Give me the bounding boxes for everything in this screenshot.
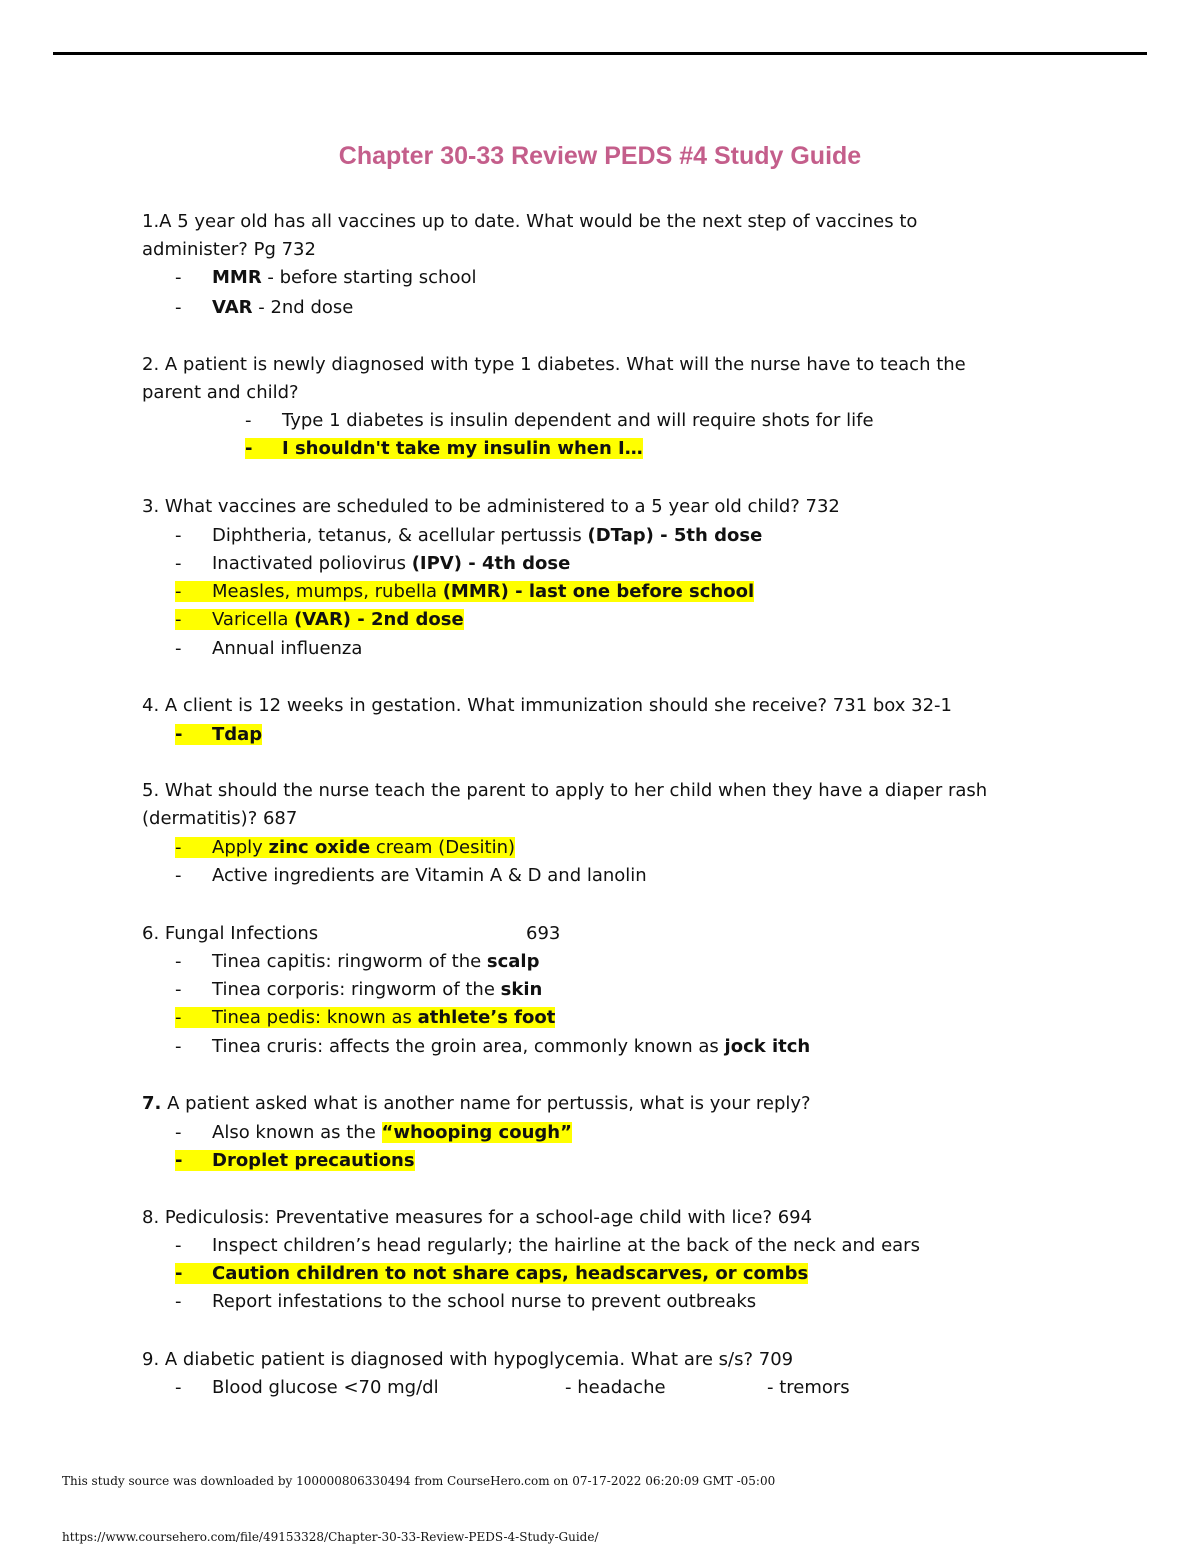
answer-item-highlighted: - Tinea pedis: known as athlete’s foot [175,1007,556,1028]
answer-item: - Annual influenza [175,638,363,659]
question-7: 7. A patient asked what is another name for pertussis, what is your reply? [142,1093,811,1114]
answer-item: - Inactivated poliovirus (IPV) - 4th dose [175,553,571,574]
question-1-line-2: administer? Pg 732 [142,239,316,260]
answer-item: - Diphtheria, tetanus, & acellular pertussis (DTap) - 5th dose [175,525,763,546]
answer-item-highlighted: - Measles, mumps, rubella (MMR) - last one before school [175,581,755,602]
answer-item-highlighted: - Droplet precautions [175,1150,415,1171]
question-5-line-2: (dermatitis)? 687 [142,808,298,829]
question-4: 4. A client is 12 weeks in gestation. What immunization should she receive? 731 box 32-1 [142,695,952,716]
download-notice: This study source was downloaded by 100000806330494 from CourseHero.com on 07-17-2022 06:20:09 GMT -05:00 [62,1474,776,1488]
question-1-line-1: 1.A 5 year old has all vaccines up to date. What would be the next step of vaccines to [142,211,918,232]
top-rule [53,52,1147,55]
answer-item: - Also known as the “whooping cough” [175,1122,572,1143]
answer-item: - MMR - before starting school [175,267,477,288]
answer-item: - Tinea capitis: ringworm of the scalp [175,951,540,972]
answer-item: - Report infestations to the school nurse to prevent outbreaks [175,1291,757,1312]
source-url-link[interactable]: https://www.coursehero.com/file/49153328/Chapter-30-33-Review-PEDS-4-Study-Guide/ [62,1530,599,1544]
question-8: 8. Pediculosis: Preventative measures for a school-age child with lice? 694 [142,1207,813,1228]
answer-item: - Active ingredients are Vitamin A & D and lanolin [175,865,647,886]
answer-item: - Type 1 diabetes is insulin dependent and will require shots for life [245,410,874,431]
answer-item-highlighted: - I shouldn't take my insulin when I… [245,438,643,459]
answer-item: - VAR - 2nd dose [175,297,354,318]
question-2-line-2: parent and child? [142,382,299,403]
answer-item: - Tinea corporis: ringworm of the skin [175,979,543,1000]
answer-item-col-3: - tremors [767,1377,850,1398]
answer-item: - Inspect children’s head regularly; the hairline at the back of the neck and ears [175,1235,920,1256]
question-2-line-1: 2. A patient is newly diagnosed with type 1 diabetes. What will the nurse have to teach the [142,354,966,375]
answer-item: - Blood glucose <70 mg/dl [175,1377,439,1398]
question-5-line-1: 5. What should the nurse teach the parent to apply to her child when they have a diaper rash [142,780,988,801]
page-title: Chapter 30-33 Review PEDS #4 Study Guide [338,142,862,170]
question-6-label: 6. Fungal Infections [142,923,319,944]
answer-item-highlighted: - Tdap [175,724,263,745]
answer-item-highlighted: - Caution children to not share caps, headscarves, or combs [175,1263,809,1284]
question-3: 3. What vaccines are scheduled to be administered to a 5 year old child? 732 [142,496,840,517]
answer-item: - Tinea cruris: affects the groin area, commonly known as jock itch [175,1036,811,1057]
question-9: 9. A diabetic patient is diagnosed with hypoglycemia. What are s/s? 709 [142,1349,794,1370]
answer-item-highlighted: - Apply zinc oxide cream (Desitin) [175,837,515,858]
question-6-page: 693 [526,923,561,944]
answer-item-col-2: - headache [565,1377,666,1398]
answer-item-highlighted: - Varicella (VAR) - 2nd dose [175,609,464,630]
